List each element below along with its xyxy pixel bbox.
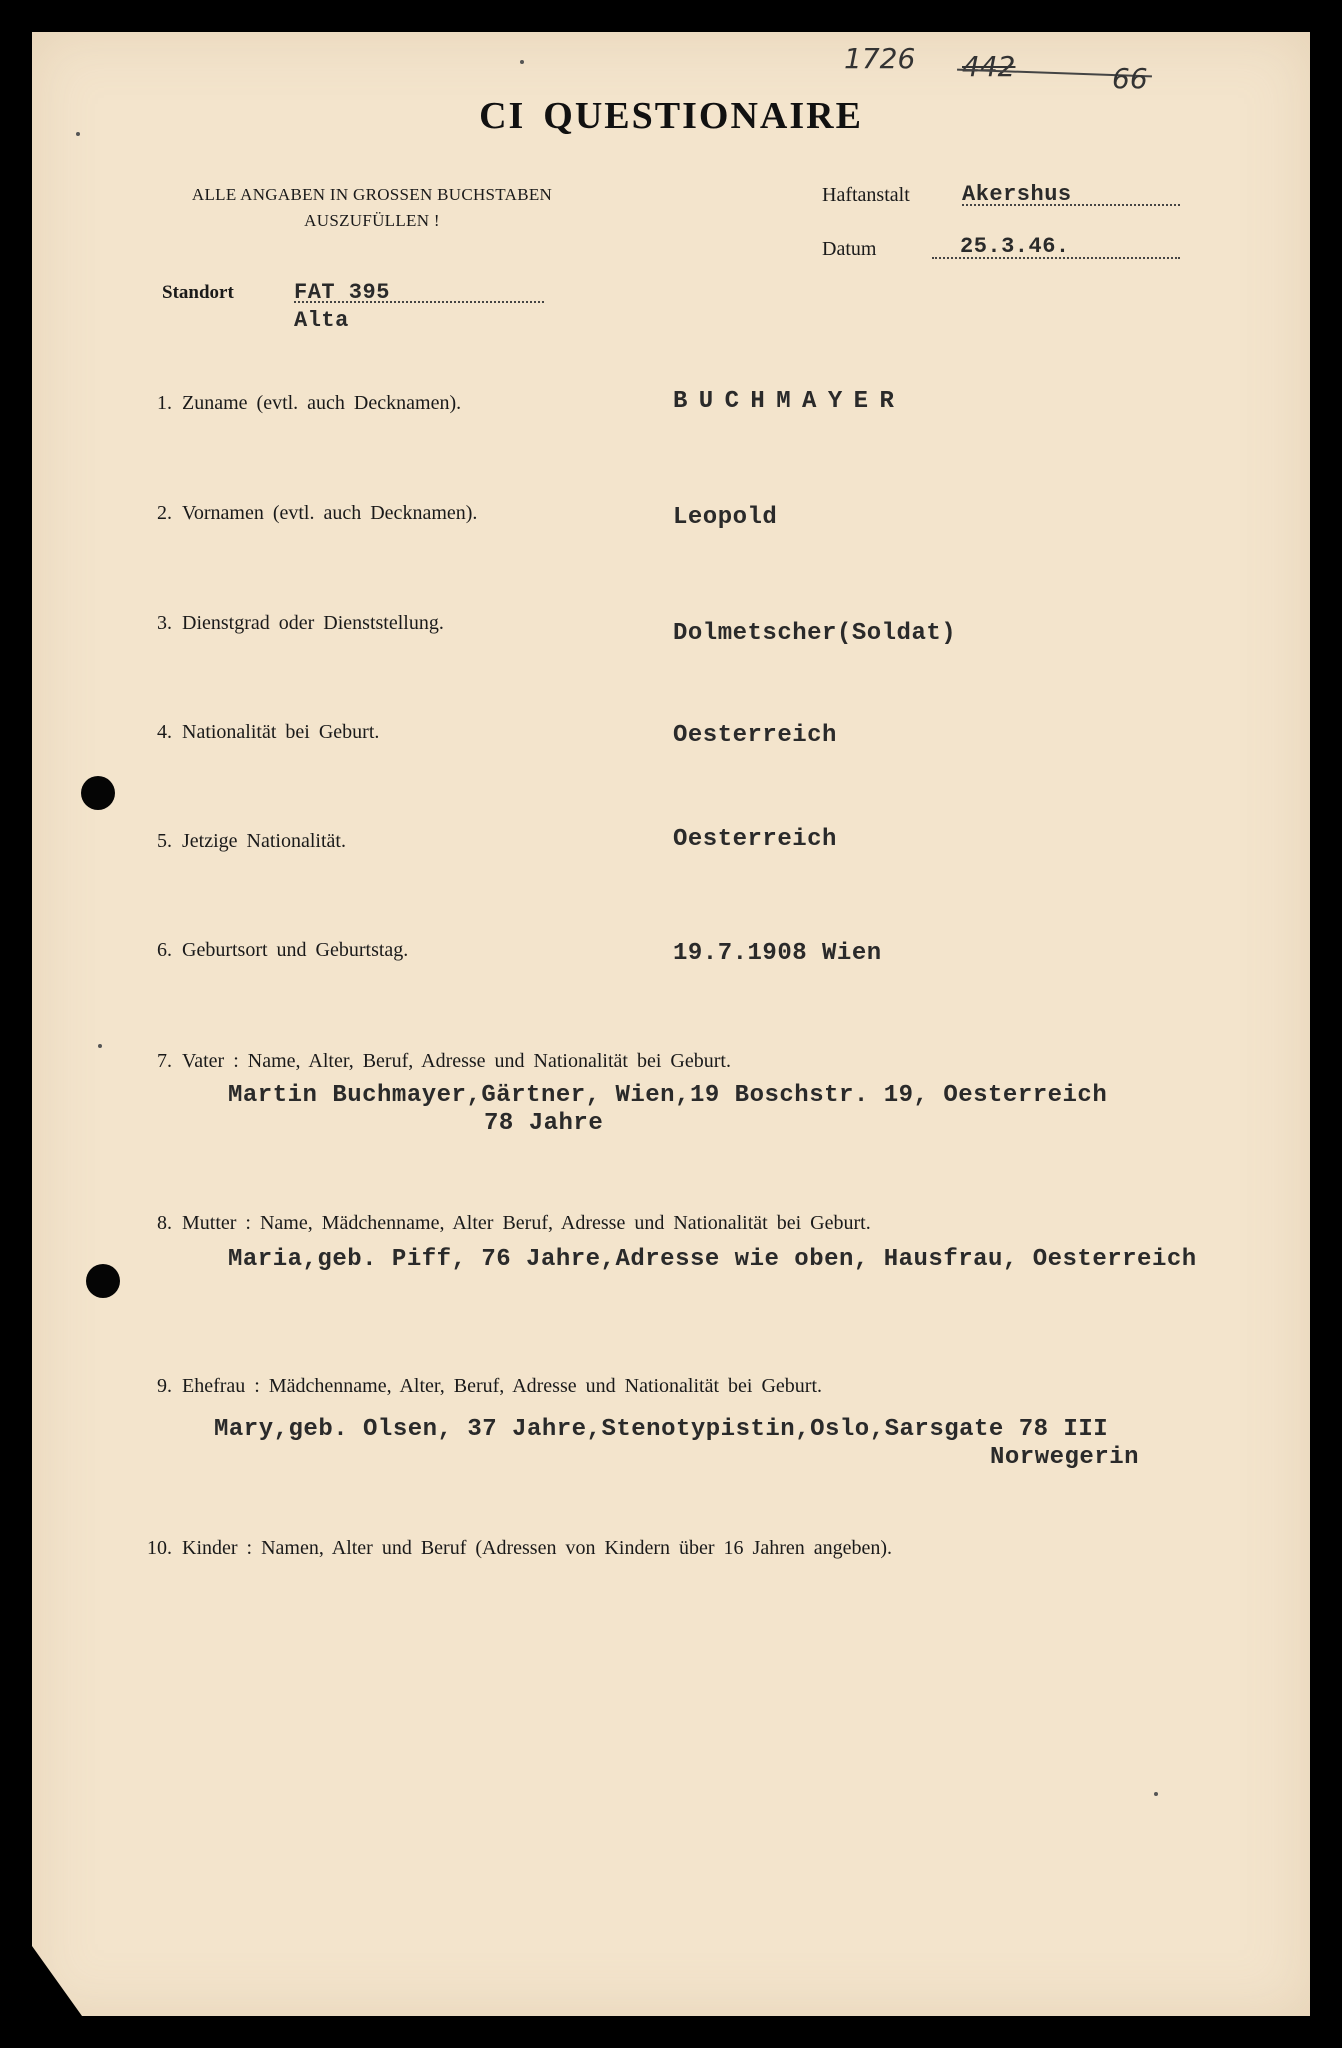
question-5-number: 5. [157,830,172,852]
paper-speck [520,60,524,64]
question-3 [132,612,444,635]
paper-speck [98,1044,102,1048]
answer-7-line-1: Martin Buchmayer,Gärtner, Wien,19 Boschstr. 19, Oesterreich [228,1082,1108,1109]
instruction-line-2: AUSZUFÜLLEN ! [304,211,440,230]
question-9-text: Ehefrau : Mädchenname, Alter, Beruf, Adresse und Nationalität bei Geburt. [182,1375,823,1397]
question-5-text: Jetzige Nationalität. [182,830,346,852]
answer-3: Dolmetscher(Soldat) [673,620,957,647]
question-3-number: 3. [157,612,172,634]
folded-corner [32,1946,82,2016]
title-questionaire: QUESTIONAIRE [543,95,863,137]
datum-label: Datum [822,238,877,260]
haftanstalt-value: Akershus [962,182,1072,207]
paper-speck [1154,1792,1158,1796]
document-page [32,32,1310,2016]
question-1-text: Zuname (evtl. auch Decknamen). [182,392,462,414]
standort-value-1: FAT 395 [294,280,390,305]
answer-4: Oesterreich [673,722,837,749]
form-title [32,94,1310,138]
answer-7-line-2: 78 Jahre [484,1110,604,1137]
standort-value-2: Alta [294,308,349,333]
paper-speck [76,132,80,136]
answer-8: Maria,geb. Piff, 76 Jahre,Adresse wie oben, Hausfrau, Oesterreich [228,1246,1197,1273]
answer-6: 19.7.1908 Wien [673,940,882,967]
question-2-number: 2. [157,502,172,524]
question-9 [132,1375,822,1398]
question-4-number: 4. [157,721,172,743]
question-8-text: Mutter : Name, Mädchenname, Alter Beruf, Adresse und Nationalität bei Geburt. [182,1212,871,1234]
question-3-text: Dienstgrad oder Dienststellung. [182,612,444,634]
datum-value: 25.3.46. [960,234,1070,259]
answer-9-line-1: Mary,geb. Olsen, 37 Jahre,Stenotypistin,Oslo,Sarsgate 78 III [214,1416,1109,1443]
answer-1: B U C H M A Y E R [673,388,895,415]
question-7-text: Vater : Name, Alter, Beruf, Adresse und Nationalität bei Geburt. [182,1050,731,1072]
answer-5: Oesterreich [673,826,837,853]
question-6-text: Geburtsort und Geburtstag. [182,939,409,961]
instruction-line-1: ALLE ANGABEN IN GROSSEN BUCHSTABEN [191,185,553,204]
answer-2: Leopold [673,504,778,531]
question-10-number: 10. [147,1537,172,1559]
standort-label: Standort [162,282,234,303]
haftanstalt-label: Haftanstalt [822,184,910,206]
handwritten-struck-number: 442 [962,50,1016,83]
title-ci: CI [479,95,526,137]
question-10-text: Kinder : Namen, Alter und Beruf (Adressen von Kindern über 16 Jahren angeben). [182,1537,893,1559]
question-8-number: 8. [157,1212,172,1234]
question-4-text: Nationalität bei Geburt. [182,721,380,743]
question-2-text: Vornamen (evtl. auch Decknamen). [182,502,478,524]
question-6 [132,939,408,962]
question-4 [132,721,379,744]
punch-hole-bottom [86,1264,120,1298]
question-7-number: 7. [157,1050,172,1072]
question-2 [132,502,477,525]
question-8 [132,1212,871,1235]
question-1 [132,392,461,415]
question-5 [132,830,346,853]
question-7 [132,1050,731,1073]
punch-hole-top [81,776,115,810]
question-1-number: 1. [157,392,172,414]
question-9-number: 9. [157,1375,172,1397]
answer-9-line-2: Norwegerin [990,1444,1140,1471]
handwritten-file-number: 1726 [844,42,916,75]
question-6-number: 6. [157,939,172,961]
handwritten-replacement-number: 66 [1112,62,1148,95]
instruction-text [152,182,592,234]
question-10 [132,1537,892,1560]
